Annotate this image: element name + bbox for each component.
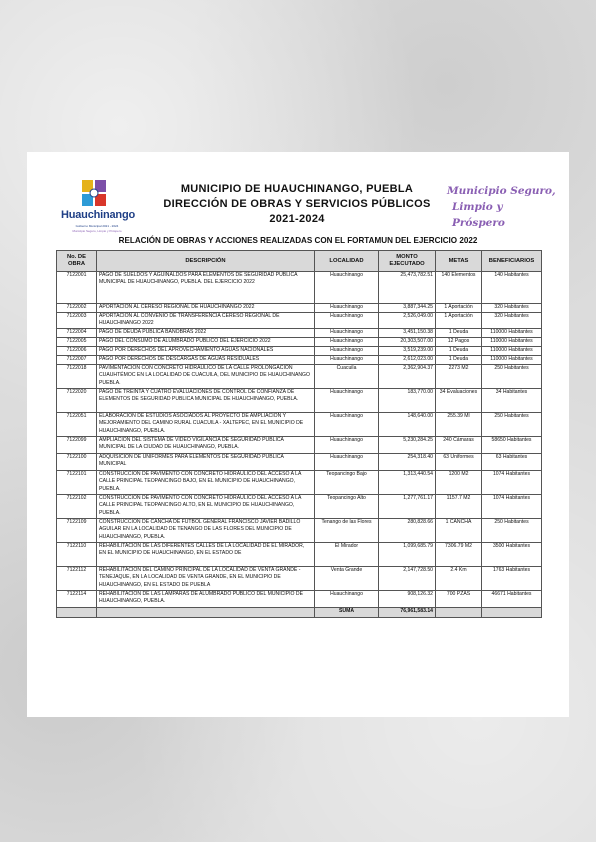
header-period: 2021-2024 xyxy=(269,213,325,225)
cell-descripcion: ADQUISICIÓN DE UNIFORMES PARA ELEMENTOS DE SEGURIDAD PÚBLICA MUNICIPAL xyxy=(97,454,315,471)
cell-descripcion: PAGO DE SUELDOS Y AGUINALDOS PARA ELEMENTOS DE SEGURIDAD PÚBLICA MUNICIPAL DE HUAUCHINANGO, PUEBLA. DEL EJERCICIO 2022 xyxy=(97,272,315,304)
cell-no: 7122003 xyxy=(57,313,97,329)
cell-metas: 700 PZAS xyxy=(436,591,482,608)
cell-no: 7122099 xyxy=(57,437,97,454)
table-row xyxy=(57,454,542,471)
header-descripcion: DESCRIPCIÓN xyxy=(97,251,315,272)
cell-metas: 1 Aportación xyxy=(436,304,482,313)
cell-beneficiarios: 110000 Habitantes xyxy=(482,347,542,356)
total-amount: 76,961,583.14 xyxy=(379,608,436,618)
cell-no: 7122109 xyxy=(57,519,97,543)
header-department: DIRECCIÓN DE OBRAS Y SERVICIOS PÚBLICOS xyxy=(163,198,431,210)
cell-no: 7122114 xyxy=(57,591,97,608)
cell-beneficiarios: 63 Habitantes xyxy=(482,454,542,471)
cell-metas: 12 Pagos xyxy=(436,338,482,347)
table-row xyxy=(57,347,542,356)
cell-localidad: Huauchinango xyxy=(315,329,379,338)
cell-localidad: Huauchinango xyxy=(315,389,379,413)
cell-descripcion: PAGO DE TREINTA Y CUATRO EVALUACIONES DE CONTROL DE CONFIANZA DE ELEMENTOS DE SEGURIDAD PUBLICA MUNICIPAL DE HUAUCHINANGO, PUEBLA. xyxy=(97,389,315,413)
cell-monto: 5,230,284.25 xyxy=(379,437,436,454)
cell-metas: 7306.79 M2 xyxy=(436,543,482,567)
cell-beneficiarios: 250 Habitantes xyxy=(482,413,542,437)
table-row xyxy=(57,519,542,543)
cell-no: 7122112 xyxy=(57,567,97,591)
cell-localidad: Teopancingo Alto xyxy=(315,495,379,519)
table-row xyxy=(57,591,542,608)
cell-descripcion: PAVIMENTACIÓN CON CONCRETO HIDRÁULICO DE LA CALLE PROLONGACIÓN CUAUHTÉMOC EN LA LOCALIDAD DE CUACUILA, DEL MUNICIPIO DE HUAUCHINANGO PUEBLA. xyxy=(97,365,315,389)
cell-no: 7122002 xyxy=(57,304,97,313)
header-localidad: LOCALIDAD xyxy=(315,251,379,272)
total-row xyxy=(57,608,542,618)
cell-localidad: Huauchinango xyxy=(315,356,379,365)
logo-brand-text: Huauchinango xyxy=(61,209,135,221)
cell-no: 7122001 xyxy=(57,272,97,304)
table-row xyxy=(57,543,542,567)
slogan-line-2: Limpio y Próspero xyxy=(452,201,505,229)
table-header-row xyxy=(57,251,542,272)
table-row xyxy=(57,329,542,338)
logo-subtext: Gobierno Municipal 2021 - 2024 xyxy=(75,224,119,228)
table-row xyxy=(57,356,542,365)
cell-monto: 1,099,685.79 xyxy=(379,543,436,567)
cell-localidad: Huauchinango xyxy=(315,413,379,437)
cell-metas: 1 CANCHA xyxy=(436,519,482,543)
cell-beneficiarios: 250 Habitantes xyxy=(482,519,542,543)
cell-monto: 280,828.66 xyxy=(379,519,436,543)
cell-beneficiarios: 140 Habitantes xyxy=(482,272,542,304)
cell-descripcion: ELABORACIÓN DE ESTUDIOS ASOCIADOS AL PROYECTO DE AMPLIACIÓN Y MEJORAMIENTO DEL CAMINO RURAL CUACUILA - XALTEPEC, EN EL MUNICIPIO DE HUAUCHINANGO, PUEBLA. xyxy=(97,413,315,437)
cell-no: 7122101 xyxy=(57,471,97,495)
header-metas: METAS xyxy=(436,251,482,272)
cell-no: 7122051 xyxy=(57,413,97,437)
header-monto: MONTO EJECUTADO xyxy=(379,251,436,272)
cell-metas: 1 Deuda xyxy=(436,329,482,338)
cell-localidad: Huauchinango xyxy=(315,313,379,329)
cell-metas: 1157.7 M2 xyxy=(436,495,482,519)
cell-localidad: Huauchinango xyxy=(315,437,379,454)
cell-localidad: Huauchinango xyxy=(315,454,379,471)
cell-monto: 908,126.32 xyxy=(379,591,436,608)
cell-beneficiarios: 34 Habitantes xyxy=(482,389,542,413)
cell-monto: 2,612,023.00 xyxy=(379,356,436,365)
table-row xyxy=(57,304,542,313)
cell-metas: 34 Evaluaciones xyxy=(436,389,482,413)
municipal-logo xyxy=(61,179,133,237)
table-row xyxy=(57,272,542,304)
cell-localidad: Huauchinango xyxy=(315,338,379,347)
cell-monto: 25,473,782.51 xyxy=(379,272,436,304)
cell-no: 7122100 xyxy=(57,454,97,471)
cell-no: 7122018 xyxy=(57,365,97,389)
cell-localidad: Venta Grande xyxy=(315,567,379,591)
cell-descripcion: APORTACIÓN AL CONVENIO DE TRANSFERENCIA CERESO REGIONAL DE HUAUCHINANGO 2022 xyxy=(97,313,315,329)
cell-descripcion: CONSTRUCCION DE PAVIMENTO CON CONCRETO HIDRAULICO DEL ACCESO A LA CALLE PRINCIPAL TEOPANCINGO BAJO, EN EL MUNICIPIO DE HUAUCHINANGO, PUEBLA. xyxy=(97,471,315,495)
cell-beneficiarios: 46671 Habitantes xyxy=(482,591,542,608)
table-row xyxy=(57,495,542,519)
cell-localidad: Huauchinango xyxy=(315,304,379,313)
slogan-line-1: Municipio Seguro, xyxy=(447,185,556,197)
document-page xyxy=(27,152,569,717)
cell-beneficiarios: 250 Habitantes xyxy=(482,365,542,389)
cell-localidad: Huauchinango xyxy=(315,347,379,356)
cell-localidad: Teopancingo Bajo xyxy=(315,471,379,495)
cell-monto: 3,519,239.00 xyxy=(379,347,436,356)
cell-monto: 1,313,440.54 xyxy=(379,471,436,495)
table-row xyxy=(57,338,542,347)
cell-monto: 148,640.00 xyxy=(379,413,436,437)
cell-descripcion: PAGO POR DERECHOS DE DESCARGAS DE AGUAS RESIDUALES xyxy=(97,356,315,365)
cell-metas: 2273 M2 xyxy=(436,365,482,389)
cell-no: 7122007 xyxy=(57,356,97,365)
cell-metas: 140 Elementos xyxy=(436,272,482,304)
cell-localidad: Cuacuila xyxy=(315,365,379,389)
cell-descripcion: PAGO DEL CONSUMO DE ALUMBRADO PÚBLICO DEL EJERCICIO 2022 xyxy=(97,338,315,347)
cell-monto: 2,147,728.50 xyxy=(379,567,436,591)
cell-descripcion: CONSTRUCCION DE PAVIMENTO CON CONCRETO HIDRAULICO DEL ACCESO A LA CALLE PRINCIPAL TEOPANCINGO ALTO, EN EL MUNICIPIO DE HUAUCHINANGO, PUEBLA. xyxy=(97,495,315,519)
cell-no: 7122005 xyxy=(57,338,97,347)
logo-tagline: Municipio Seguro, Limpio y Próspero xyxy=(72,229,122,233)
header-beneficiarios: BENEFICIARIOS xyxy=(482,251,542,272)
cell-metas: 240 Cámaras xyxy=(436,437,482,454)
table-row xyxy=(57,437,542,454)
cell-monto: 3,451,150.38 xyxy=(379,329,436,338)
cell-no: 7122004 xyxy=(57,329,97,338)
coat-of-arms-icon xyxy=(81,179,107,207)
cell-beneficiarios: 320 Habitantes xyxy=(482,313,542,329)
total-label: SUMA xyxy=(315,608,379,618)
cell-beneficiarios: 1074 Habitantes xyxy=(482,471,542,495)
cell-descripcion: PAGO POR DERECHOS DEL APROVECHAMIENTO AGUAS NACIONALES xyxy=(97,347,315,356)
table-row xyxy=(57,567,542,591)
cell-localidad: Tenango de las Flores xyxy=(315,519,379,543)
cell-no: 7122020 xyxy=(57,389,97,413)
cell-monto: 2,526,049.00 xyxy=(379,313,436,329)
document-header xyxy=(147,182,447,227)
cell-localidad: Huauchinango xyxy=(315,591,379,608)
cell-descripcion: CONSTRUCCION DE CANCHA DE FUTBOL GENERAL FRANCISCO JAVIER BADILLO AGUILAR EN LA LOCALIDAD DE TENANGO DE LAS FLORES DEL MUNICIPIO DE HUAUCHINANGO, PUEBLA. xyxy=(97,519,315,543)
table-row xyxy=(57,365,542,389)
cell-metas: 1 Deuda xyxy=(436,356,482,365)
table-row xyxy=(57,413,542,437)
cell-metas: 63 Uniformes xyxy=(436,454,482,471)
cell-monto: 20,303,507.00 xyxy=(379,338,436,347)
slogan xyxy=(447,183,557,231)
cell-descripcion: APORTACIÓN AL CERESO REGIONAL DE HUAUCHINANGO 2022 xyxy=(97,304,315,313)
cell-descripcion: REHABILITACION DEL CAMINO PRINCIPAL DE LA LOCALIDAD DE VENTA GRANDE - TENEJAQUE, EN LA LOCALIDAD DE VENTA GRANDE, EN EL MUNICIPIO DE HUAUCHINANGO, EN EL ESTADO DE PUEBLA xyxy=(97,567,315,591)
cell-descripcion: REHABILITACION DE LAS LAMPARAS DE ALUMBRADO PÚBLICO DEL MUNICIPIO DE HUAUCHINANGO, PUEBLA. xyxy=(97,591,315,608)
cell-monto: 3,887,344.25 xyxy=(379,304,436,313)
cell-beneficiarios: 110000 Habitantes xyxy=(482,329,542,338)
cell-beneficiarios: 1074 Habitantes xyxy=(482,495,542,519)
cell-no: 7122110 xyxy=(57,543,97,567)
cell-localidad: El Mirador xyxy=(315,543,379,567)
cell-metas: 1200 M2 xyxy=(436,471,482,495)
cell-beneficiarios: 58650 Habitantes xyxy=(482,437,542,454)
header-no-obra: No. DE OBRA xyxy=(57,251,97,272)
works-table xyxy=(56,250,542,618)
cell-descripcion: AMPLIACIÓN DEL SISTEMA DE VIDEO VIGILANCIA DE SEGURIDAD PUBLICA MUNICIPAL DE LA CIUDAD DE HUAUCHINANGO, PUEBLA. xyxy=(97,437,315,454)
table-row xyxy=(57,389,542,413)
table-row xyxy=(57,471,542,495)
cell-monto: 2,362,904.37 xyxy=(379,365,436,389)
report-subtitle: RELACIÓN DE OBRAS Y ACCIONES REALIZADAS CON EL FORTAMUN DEL EJERCICIO 2022 xyxy=(118,236,478,245)
cell-monto: 1,277,761.17 xyxy=(379,495,436,519)
cell-beneficiarios: 1763 Habitantes xyxy=(482,567,542,591)
cell-monto: 254,318.40 xyxy=(379,454,436,471)
cell-no: 7122006 xyxy=(57,347,97,356)
cell-metas: 1 Deuda xyxy=(436,347,482,356)
cell-descripcion: PAGO DE DEUDA PÚBLICA BANOBRAS 2022 xyxy=(97,329,315,338)
cell-beneficiarios: 320 Habitantes xyxy=(482,304,542,313)
table-row xyxy=(57,313,542,329)
cell-metas: 1 Aportación xyxy=(436,313,482,329)
header-municipality: MUNICIPIO DE HUAUCHINANGO, PUEBLA xyxy=(180,183,414,195)
cell-descripcion: REHABILITACION DE LAS DIFERENTES CALLES DE LA LOCALIDAD DE EL MIRADOR, EN EL MUNICIPIO DE HUAUCHINANGO, EN EL ESTADO DE xyxy=(97,543,315,567)
cell-localidad: Huauchinango xyxy=(315,272,379,304)
cell-metas: 255.39 Ml xyxy=(436,413,482,437)
cell-beneficiarios: 110000 Habitantes xyxy=(482,338,542,347)
cell-metas: 2.4 Km xyxy=(436,567,482,591)
cell-monto: 183,770.00 xyxy=(379,389,436,413)
cell-beneficiarios: 3500 Habitantes xyxy=(482,543,542,567)
cell-no: 7122102 xyxy=(57,495,97,519)
cell-beneficiarios: 110000 Habitantes xyxy=(482,356,542,365)
